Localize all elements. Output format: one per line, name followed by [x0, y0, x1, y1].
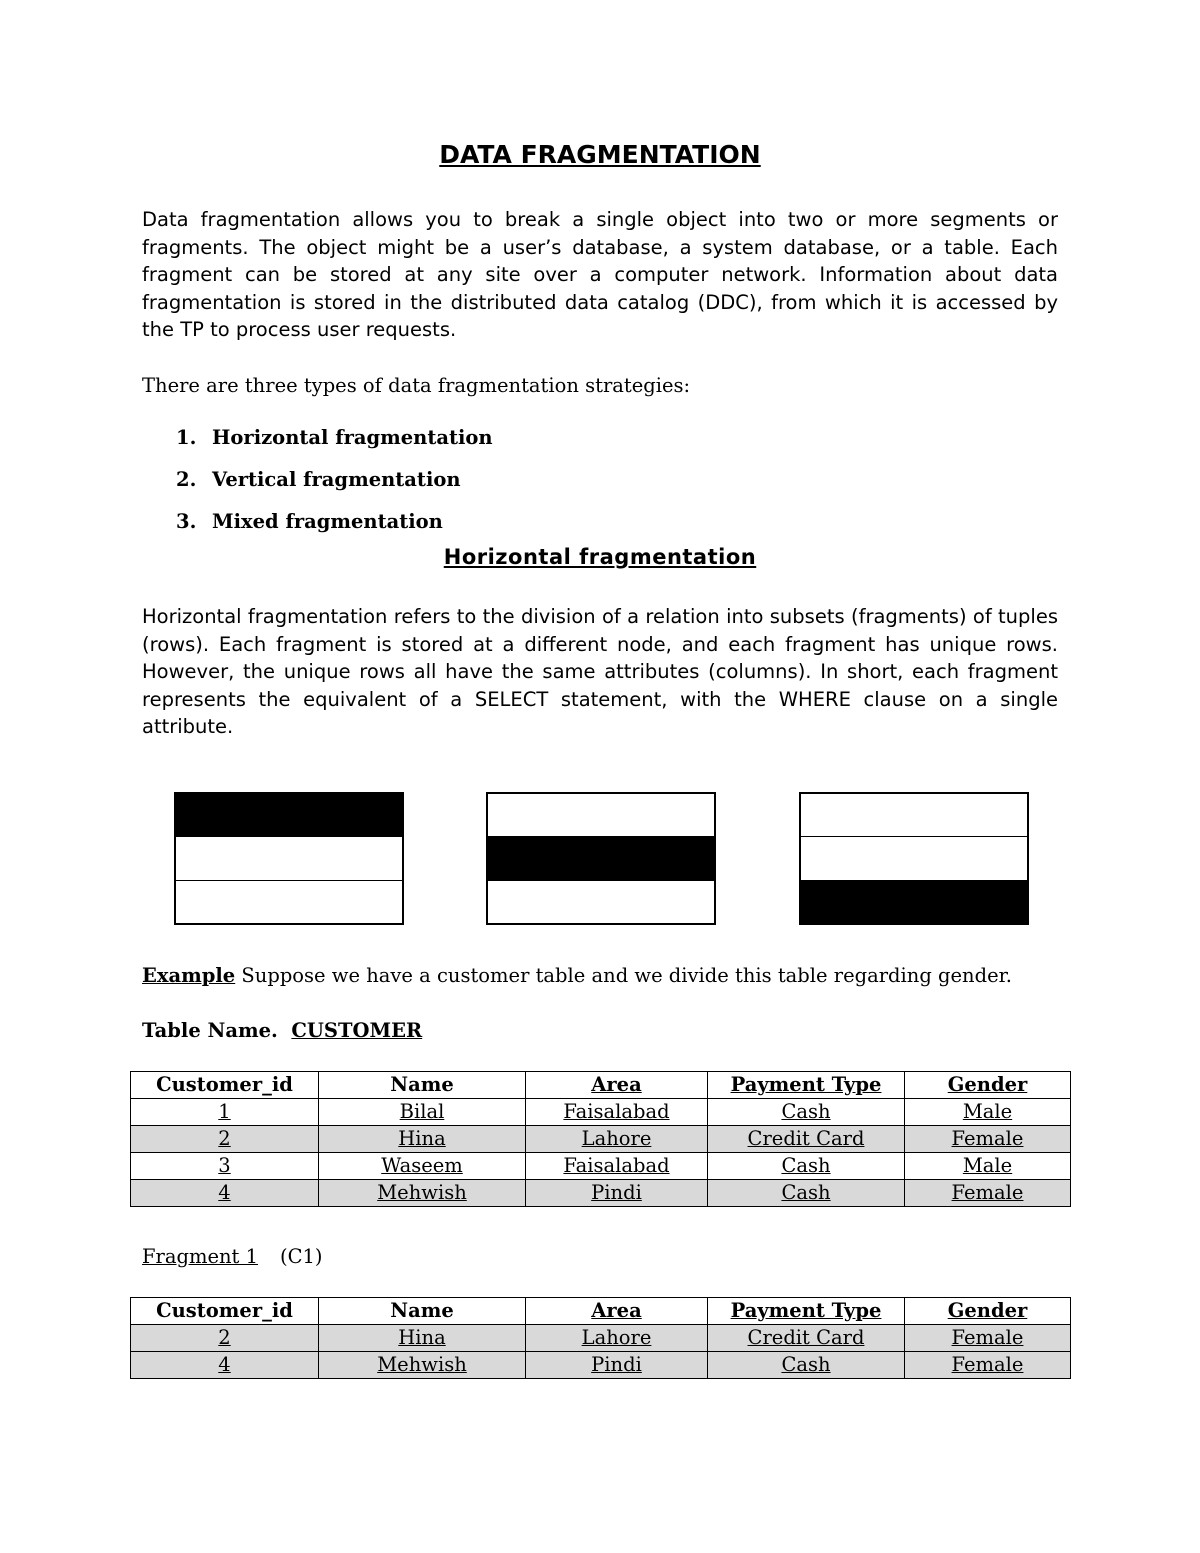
table-row [131, 1099, 1071, 1126]
table-row [131, 1325, 1071, 1352]
table-cell: Faisalabad [526, 1099, 708, 1126]
list-number: 2. [176, 468, 197, 491]
list-item-label: Mixed fragmentation [212, 510, 443, 533]
diagram-band [176, 880, 402, 923]
example-text: Suppose we have a customer table and we divide this table regarding gender. [235, 964, 1012, 987]
table-cell: Pindi [526, 1352, 708, 1379]
list-number: 1. [176, 426, 197, 449]
diagram-band [488, 880, 714, 923]
fragment-table [130, 1297, 1071, 1379]
column-header: Area [526, 1072, 708, 1099]
fragment-diagram-box-2 [486, 792, 716, 925]
intro-paragraph: Data fragmentation allows you to break a single object into two or more segments or fragments. The object might be a user’s database, a system database, or a table. Each fragment can be stored at any site over a computer network. Information about data fragmentation is stored in the distributed data catalog (DDC), from which it is accessed by the TP to process user requests. [142, 208, 1058, 341]
table-cell: Female [905, 1126, 1071, 1153]
table-cell: Lahore [526, 1126, 708, 1153]
fragment-diagram-box-1 [174, 792, 404, 925]
table-row [131, 1180, 1071, 1207]
table-cell: Pindi [526, 1180, 708, 1207]
table-row [131, 1153, 1071, 1180]
column-header: Name [319, 1298, 526, 1325]
diagram-band [801, 794, 1027, 836]
list-item [176, 424, 493, 466]
diagram-band [176, 794, 402, 836]
fragment-diagram-box-3 [799, 792, 1029, 925]
table-cell: Cash [708, 1099, 905, 1126]
fragmentation-types-list [176, 424, 493, 550]
fragment-title [142, 1243, 323, 1271]
table-cell: Credit Card [708, 1325, 905, 1352]
list-item [176, 508, 493, 550]
table-cell: Mehwish [319, 1352, 526, 1379]
diagram-band [488, 794, 714, 836]
diagram-band [801, 836, 1027, 879]
diagram-band [488, 836, 714, 879]
table-cell: Hina [319, 1126, 526, 1153]
table-cell: Bilal [319, 1099, 526, 1126]
column-header: Customer_id [131, 1072, 319, 1099]
table-header-row [131, 1298, 1071, 1325]
list-number: 3. [176, 510, 197, 533]
section-paragraph: Horizontal fragmentation refers to the division of a relation into subsets (fragments) of tuples (rows). Each fragment is stored at a different node, and each fragment has unique rows. However, the unique rows all have the same attributes (columns). In short, each fragment represents the equivalent of a SELECT statement, with the WHERE clause on a single attribute. [142, 605, 1058, 738]
list-item-label: Vertical fragmentation [212, 468, 461, 491]
table-cell: Male [905, 1153, 1071, 1180]
table-cell: 4 [131, 1352, 319, 1379]
table-name-label: Table Name. [142, 1019, 278, 1042]
table-cell: 2 [131, 1325, 319, 1352]
column-header: Gender [905, 1298, 1071, 1325]
table-cell: Male [905, 1099, 1071, 1126]
customer-table [130, 1071, 1071, 1207]
table-cell: Female [905, 1325, 1071, 1352]
fragment-code: (C1) [280, 1245, 323, 1268]
table-cell: Cash [708, 1153, 905, 1180]
table-cell: 1 [131, 1099, 319, 1126]
list-item [176, 466, 493, 508]
section-heading: Horizontal fragmentation [443, 545, 757, 569]
table-cell: Female [905, 1180, 1071, 1207]
table-row [131, 1352, 1071, 1379]
table-cell: Cash [708, 1180, 905, 1207]
table-cell: Waseem [319, 1153, 526, 1180]
table-header-row [131, 1072, 1071, 1099]
column-header: Payment Type [708, 1298, 905, 1325]
column-header: Customer_id [131, 1298, 319, 1325]
table-cell: 4 [131, 1180, 319, 1207]
table-name-line [142, 1017, 422, 1045]
table-cell: Lahore [526, 1325, 708, 1352]
table-row [131, 1126, 1071, 1153]
table-cell: Credit Card [708, 1126, 905, 1153]
table-cell: Cash [708, 1352, 905, 1379]
column-header: Payment Type [708, 1072, 905, 1099]
diagram-band [801, 880, 1027, 923]
table-cell: 2 [131, 1126, 319, 1153]
table-name-value: CUSTOMER [291, 1019, 423, 1042]
column-header: Area [526, 1298, 708, 1325]
table-cell: 3 [131, 1153, 319, 1180]
table-cell: Hina [319, 1325, 526, 1352]
list-item-label: Horizontal fragmentation [212, 426, 493, 449]
example-line [142, 962, 1012, 990]
example-label: Example [142, 964, 236, 987]
page-title: DATA FRAGMENTATION [439, 140, 761, 169]
column-header: Name [319, 1072, 526, 1099]
diagram-band [176, 836, 402, 879]
column-header: Gender [905, 1072, 1071, 1099]
table-cell: Mehwish [319, 1180, 526, 1207]
table-cell: Female [905, 1352, 1071, 1379]
types-intro: There are three types of data fragmentation strategies: [142, 374, 691, 397]
table-cell: Faisalabad [526, 1153, 708, 1180]
fragment-label: Fragment 1 [142, 1245, 258, 1268]
